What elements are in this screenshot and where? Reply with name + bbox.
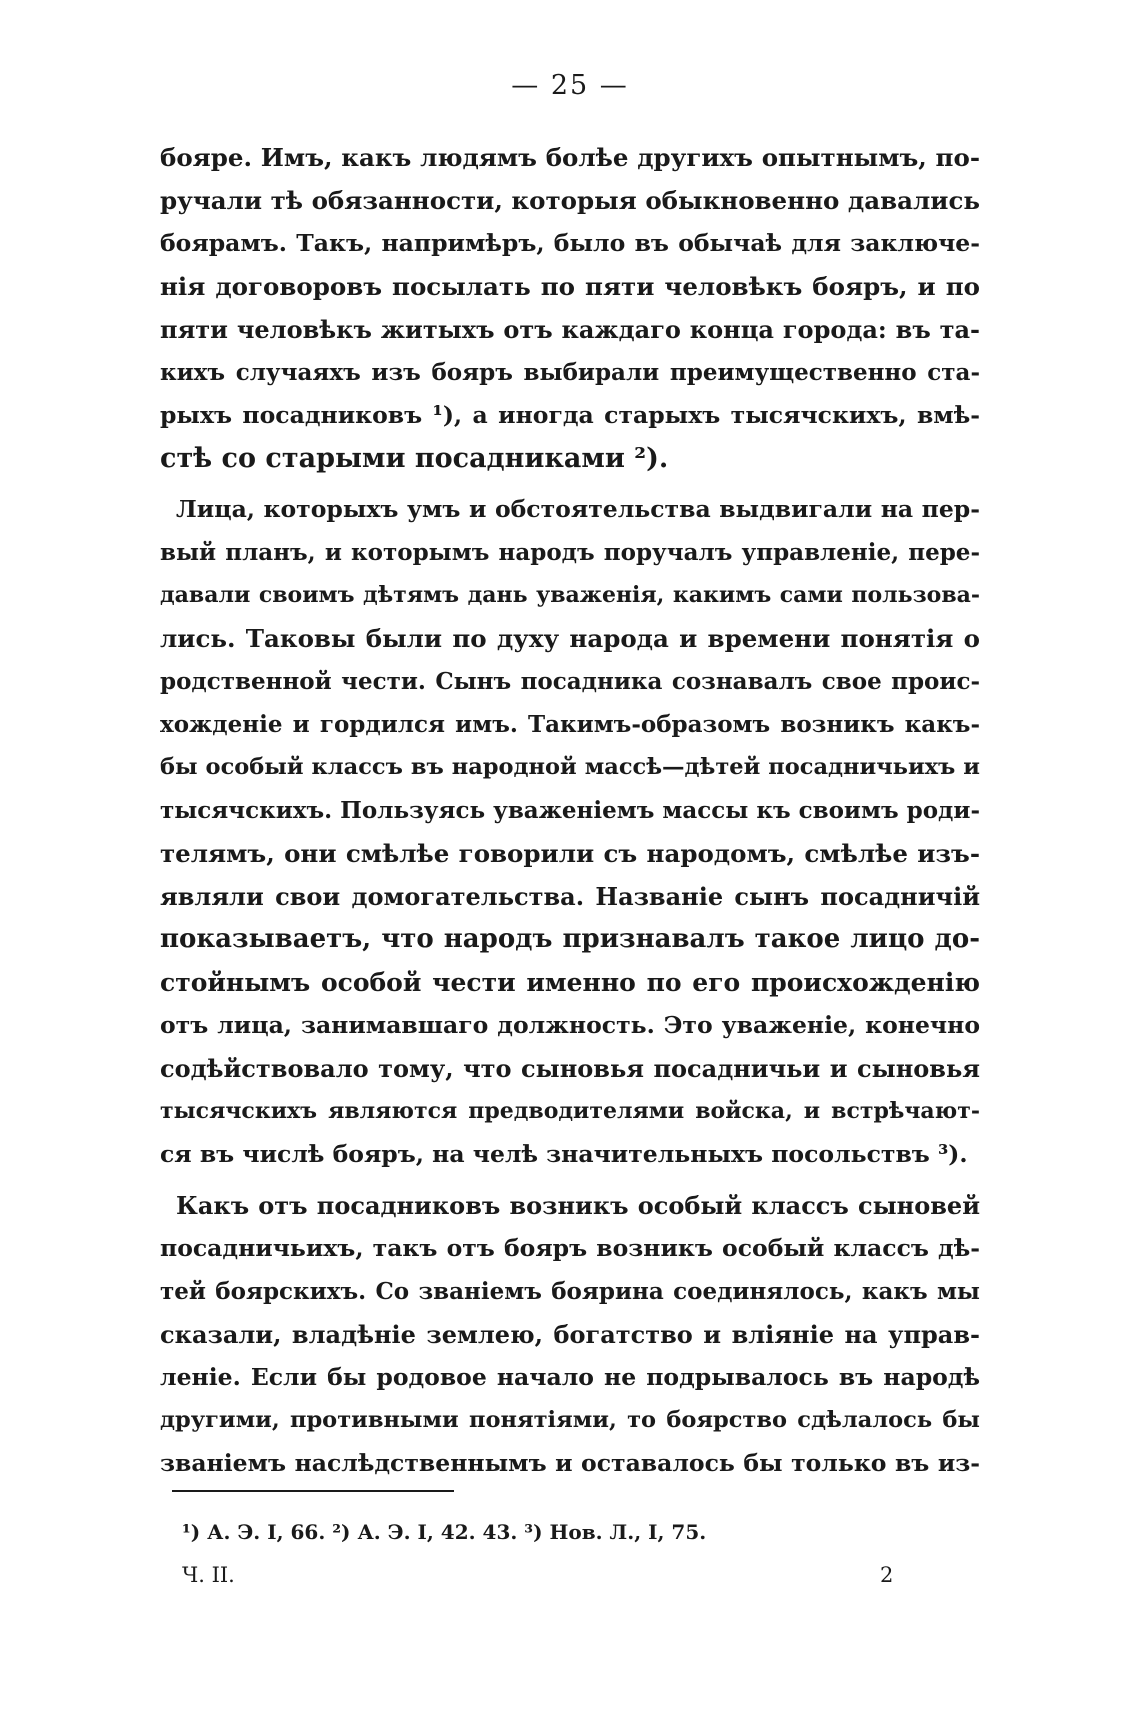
text-line: ся въ числѣ бояръ, на челѣ значительныхъ посольствъ ³). bbox=[160, 1140, 968, 1168]
text-line: званіемъ наслѣдственнымъ и оставалось бы только въ из- bbox=[160, 1449, 980, 1477]
text-line: пяти человѣкъ житыхъ отъ каждаго конца города: въ та- bbox=[160, 315, 980, 344]
paragraph-gap bbox=[160, 480, 980, 488]
text-line: телямъ, они смѣлѣе говорили съ народомъ, смѣлѣе изъ- bbox=[160, 839, 980, 868]
text-line: содѣйствовало тому, что сыновья посадничьи и сыновья bbox=[160, 1054, 980, 1083]
text-line: отъ лица, занимавшаго должность. Это уваженіе, конечно bbox=[160, 1011, 980, 1039]
footnotes: ¹) А. Э. I, 66. ²) А. Э. I, 42. 43. ³) Нов. Л., I, 75. bbox=[182, 1520, 707, 1544]
text-line: стѣ со старыми посадниками ²). bbox=[160, 443, 669, 474]
text-line: тей боярскихъ. Со званіемъ боярина соединялось, какъ мы bbox=[160, 1278, 980, 1305]
text-line: посадничьихъ, такъ отъ бояръ возникъ особый классъ дѣ- bbox=[160, 1234, 980, 1262]
text-line: хожденіе и гордился имъ. Такимъ-образомъ возникъ какъ- bbox=[160, 711, 980, 738]
body-text bbox=[160, 136, 980, 1485]
text-line: лись. Таковы были по духу народа и времени понятія о bbox=[160, 624, 980, 653]
footnote-divider bbox=[172, 1490, 454, 1492]
text-line: давали своимъ дѣтямъ дань уваженія, какимъ сами пользова- bbox=[160, 582, 980, 608]
text-line: Какъ отъ посадниковъ возникъ особый классъ сыновей bbox=[176, 1191, 980, 1220]
text-line: вый планъ, и которымъ народъ поручалъ управленіе, пере- bbox=[160, 539, 980, 566]
text-line: родственной чести. Сынъ посадника сознавалъ свое проис- bbox=[160, 668, 980, 695]
text-line: сказали, владѣніе землею, богатство и вліяніе на управ- bbox=[160, 1320, 980, 1349]
signature-mark: Ч. II. bbox=[182, 1563, 235, 1587]
text-line: Лица, которыхъ умъ и обстоятельства выдвигали на пер- bbox=[176, 495, 980, 523]
text-line: нія договоровъ посылать по пяти человѣкъ бояръ, и по bbox=[160, 272, 980, 301]
text-line: показываетъ, что народъ признавалъ такое лицо до- bbox=[160, 924, 980, 954]
text-line: рыхъ посадниковъ ¹), а иногда старыхъ тысячскихъ, вмѣ- bbox=[160, 401, 980, 429]
text-line: боярамъ. Такъ, напримѣръ, было въ обычаѣ для заключе- bbox=[160, 229, 980, 257]
text-line: ручали тѣ обязанности, которыя обыкновенно давались bbox=[160, 186, 980, 215]
sheet-number: 2 bbox=[880, 1563, 894, 1587]
text-line: леніе. Если бы родовое начало не подрывалось въ народѣ bbox=[160, 1363, 980, 1391]
text-line: тысячскихъ. Пользуясь уваженіемъ массы къ своимъ роди- bbox=[160, 797, 980, 824]
text-line: являли свои домогательства. Названіе сынъ посадничій bbox=[160, 882, 980, 911]
page-number: — 25 — bbox=[511, 70, 629, 101]
text-line: другими, противными понятіями, то боярство сдѣлалось бы bbox=[160, 1407, 980, 1433]
text-line: бы особый классъ въ народной массѣ—дѣтей посадничьихъ и bbox=[160, 754, 980, 780]
paragraph-gap bbox=[160, 1176, 980, 1184]
text-line: кихъ случаяхъ изъ бояръ выбирали преимущественно ста- bbox=[160, 359, 980, 386]
text-line: бояре. Имъ, какъ людямъ болѣе другихъ опытнымъ, по- bbox=[160, 143, 980, 172]
text-line: стойнымъ особой чести именно по его происхожденію bbox=[160, 968, 980, 997]
text-line: тысячскихъ являются предводителями войска, и встрѣчают- bbox=[160, 1098, 980, 1124]
